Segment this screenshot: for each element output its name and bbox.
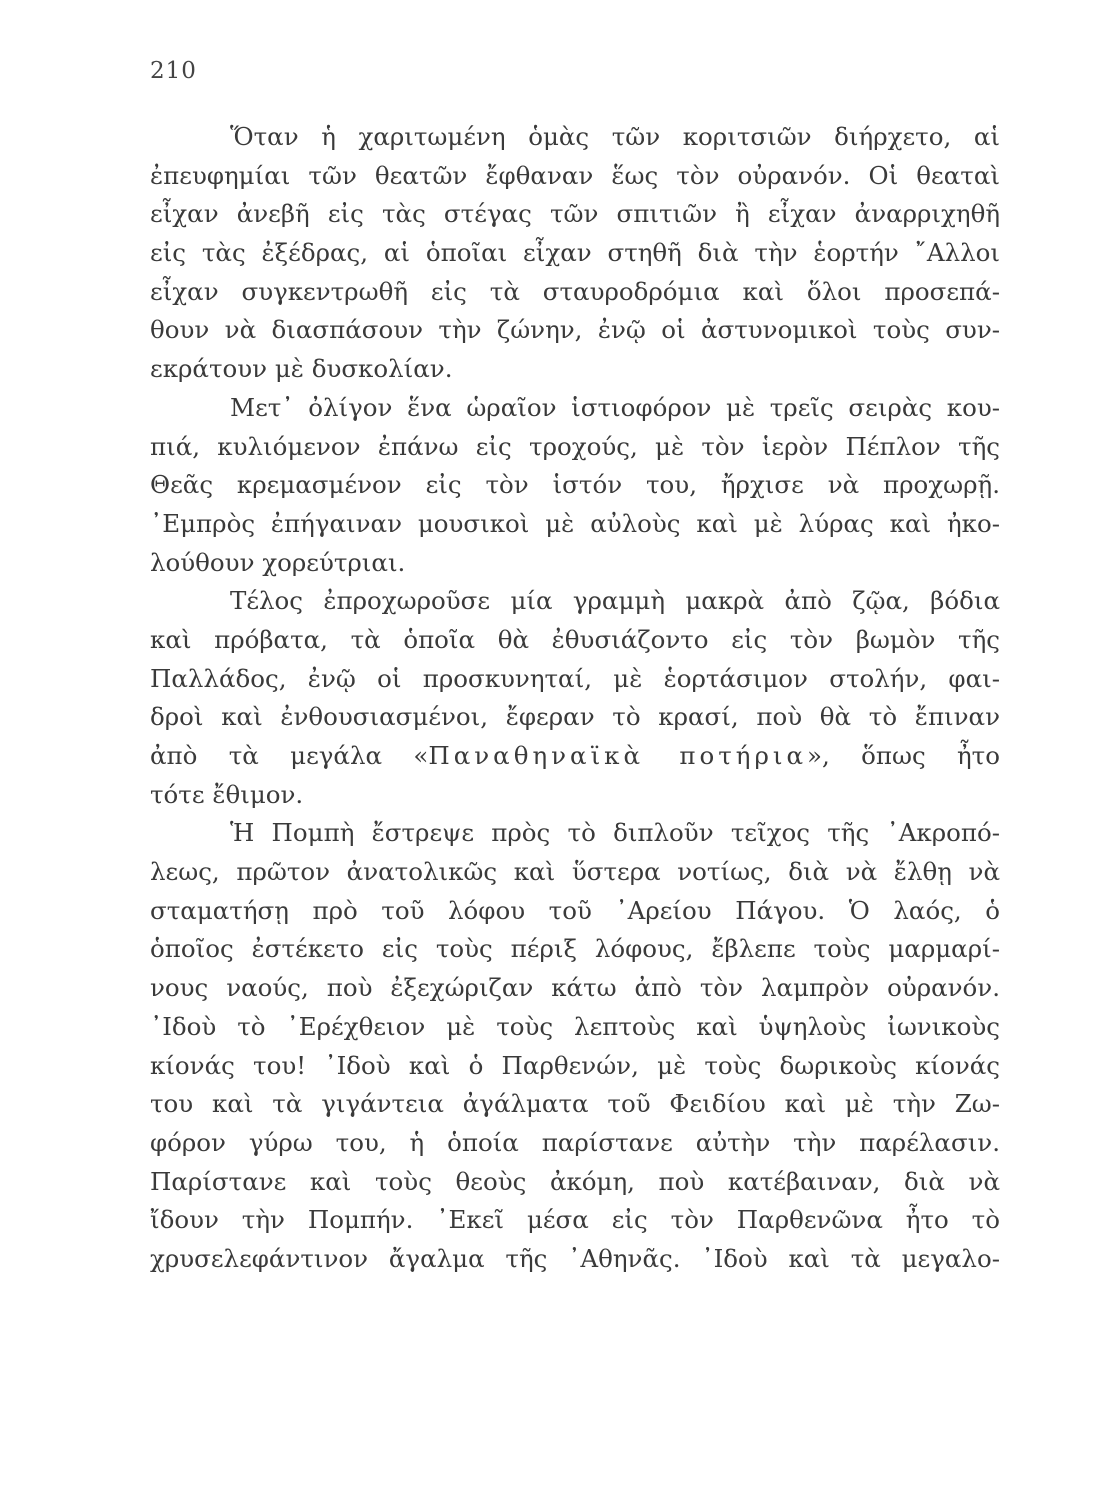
paragraph-3-line-6: τότε ἔθιμον.: [150, 779, 304, 809]
paragraph-4-line-7: κίονάς του! ᾿Ιδοὺ καὶ ὁ Παρθενών, μὲ τοὺς δωρικοὺς κίονάς: [150, 1050, 1000, 1080]
paragraph-3-line-4: δροὶ καὶ ἐνθουσιασμένοι, ἔφεραν τὸ κρασί, ποὺ θὰ τὸ ἔπιναν: [150, 702, 1000, 732]
paragraph-4-line-4: ὁποῖος ἐστέκετο εἰς τοὺς πέριξ λόφους, ἔβλεπε τοὺς μαρμαρί-: [150, 934, 1000, 964]
body-text: [150, 118, 1000, 1279]
paragraph-4-line-5: νους ναούς, ποὺ ἐξεχώριζαν κάτω ἀπὸ τὸν λαμπρὸν οὐρανόν.: [150, 973, 1000, 1003]
paragraph-3-line-1: Τέλος ἐπροχωροῦσε μία γραμμὴ μακρὰ ἀπὸ ζῷα, βόδια: [230, 586, 1000, 616]
paragraph-2-line-4: ᾿Εμπρὸς ἐπήγαιναν μουσικοὶ μὲ αὐλοὺς καὶ μὲ λύρας καὶ ἠκο-: [150, 508, 1000, 538]
paragraph-4-line-12: χρυσελεφάντινον ἄγαλμα τῆς ᾿Αθηνᾶς. ᾿Ιδοὺ καὶ τὰ μεγαλο-: [150, 1243, 1000, 1273]
paragraph-3-line-5: [150, 737, 1000, 776]
paragraph-4-line-9: φόρον γύρω του, ἡ ὁποία παρίστανε αὐτὴν τὴν παρέλασιν.: [150, 1127, 1000, 1157]
paragraph-4-line-2: λεως, πρῶτον ἀνατολικῶς καὶ ὕστερα νοτίως, διὰ νὰ ἔλθῃ νὰ: [150, 857, 1000, 887]
paragraph-1-line-3: εἶχαν ἀνεβῆ εἰς τὰς στέγας τῶν σπιτιῶν ἢ εἶχαν ἀναρριχηθῆ: [150, 199, 1000, 229]
paragraph-1-line-6: θουν νὰ διασπάσουν τὴν ζώνην, ἐνῷ οἱ ἀστυνομικοὶ τοὺς συν-: [150, 315, 1000, 345]
paragraph-1-line-4: εἰς τὰς ἐξέδρας, αἱ ὁποῖαι εἶχαν στηθῆ διὰ τὴν ἑορτήν ῎Αλλοι: [150, 238, 1000, 268]
paragraph-4-line-3: σταματήσῃ πρὸ τοῦ λόφου τοῦ ᾿Αρείου Πάγου. Ὁ λαός, ὁ: [150, 895, 1000, 925]
paragraph-2-line-1: Μετ᾽ ὀλίγον ἕνα ὡραῖον ἱστιοφόρον μὲ τρεῖς σειρὰς κου-: [230, 392, 1000, 422]
spaced-title: Παναθηναϊκὰ ποτήρια: [428, 741, 808, 770]
paragraph-2-line-2: πιά, κυλιόμενον ἐπάνω εἰς τροχούς, μὲ τὸν ἱερὸν Πέπλον τῆς: [150, 431, 1000, 461]
paragraph-2-line-3: Θεᾶς κρεμασμένον εἰς τὸν ἱστόν του, ἤρχισε νὰ προχωρῇ.: [150, 470, 1000, 500]
paragraph-4-line-1: Ἡ Πομπὴ ἔστρεψε πρὸς τὸ διπλοῦν τεῖχος τῆς ᾿Ακροπό-: [230, 818, 1000, 848]
paragraph-1-line-2: ἐπευφημίαι τῶν θεατῶν ἔφθαναν ἕως τὸν οὐρανόν. Οἱ θεαταὶ: [150, 160, 1000, 190]
paragraph-1-line-1: Ὅταν ἡ χαριτωμένη ὁμὰς τῶν κοριτσιῶν διήρχετο, αἱ: [230, 122, 1000, 151]
paragraph-4-line-10: Παρίστανε καὶ τοὺς θεοὺς ἀκόμη, ποὺ κατέβαιναν, διὰ νὰ: [150, 1166, 1000, 1196]
paragraph-4-line-8: του καὶ τὰ γιγάντεια ἀγάλματα τοῦ Φειδίου καὶ μὲ τὴν Ζω-: [150, 1089, 1000, 1119]
page-number: 210: [150, 58, 197, 84]
line-5-after: », ὅπως ἦτο: [807, 741, 1000, 770]
paragraph-4-line-6: ᾿Ιδοὺ τὸ ᾿Ερέχθειον μὲ τοὺς λεπτοὺς καὶ ὑψηλοὺς ἰωνικοὺς: [150, 1011, 1000, 1041]
paragraph-3-line-3: Παλλάδος, ἐνῷ οἱ προσκυνηταί, μὲ ἑορτάσιμον στολήν, φαι-: [150, 663, 1000, 693]
paragraph-3-line-2: καὶ πρόβατα, τὰ ὁποῖα θὰ ἐθυσιάζοντο εἰς τὸν βωμὸν τῆς: [150, 624, 1000, 654]
line-5-before: ἀπὸ τὰ μεγάλα «: [150, 741, 429, 770]
paragraph-2-line-5: λούθουν χορεύτριαι.: [150, 547, 406, 577]
paragraph-4-line-11: ἴδουν τὴν Πομπήν. ᾿Εκεῖ μέσα εἰς τὸν Παρθενῶνα ἦτο τὸ: [150, 1205, 1000, 1235]
paragraph-1-line-7: εκράτουν μὲ δυσκολίαν.: [150, 354, 453, 384]
paragraph-1-line-5: εἶχαν συγκεντρωθῆ εἰς τὰ σταυροδρόμια καὶ ὅλοι προσεπά-: [150, 276, 1000, 306]
